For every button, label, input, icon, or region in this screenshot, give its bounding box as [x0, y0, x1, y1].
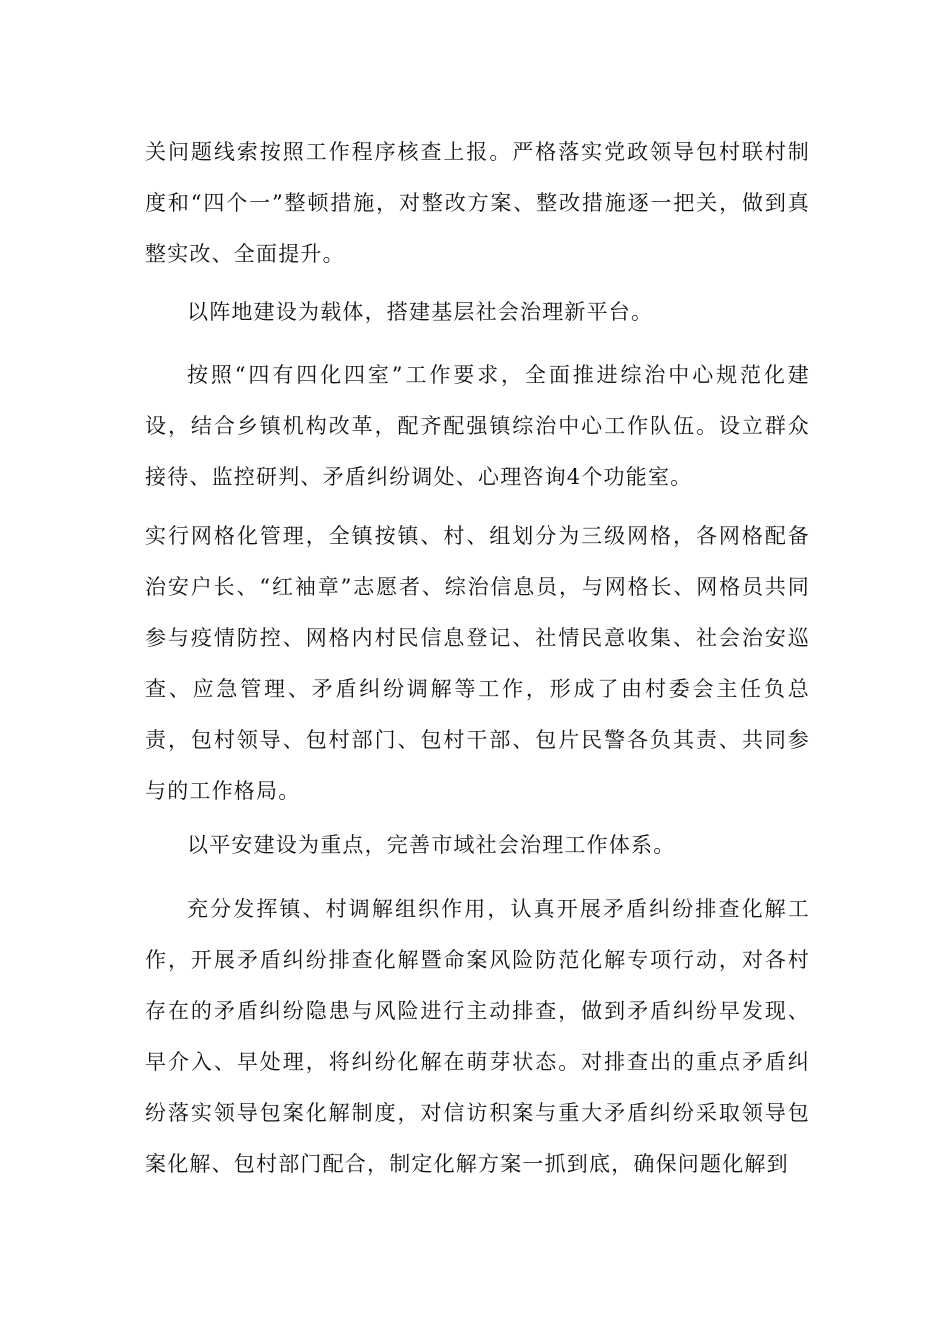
paragraph-block-1	[145, 127, 810, 280]
paragraph-continuation: 关问题线索按照工作程序核查上报。严格落实党政领导包村联村制度和“四个一”整顿措施，对整改方案、整改措施逐一把关，做到真整实改、全面提升。	[145, 140, 810, 266]
paragraph-block-6	[145, 884, 810, 1190]
paragraph-block-3	[145, 350, 810, 503]
paragraph-grid-management: 实行网格化管理，全镇按镇、村、组划分为三级网格，各网格配备治安户长、“红袖章”志愿者、综治信息员，与网格长、网格员共同参与疫情防控、网格内村民信息登记、社情民意收集、社会治安巡查、应急管理、矛盾纠纷调解等工作，形成了由村委会主任负总责，包村领导、包村部门、包村干部、包片民警各负其责、共同参与的工作格局。	[145, 524, 810, 803]
section-heading-position: 以阵地建设为载体，搭建基层社会治理新平台。	[187, 300, 654, 324]
paragraph-comprehensive-center: 按照“四有四化四室”工作要求，全面推进综治中心规范化建设，结合乡镇机构改革，配齐配强镇综治中心工作队伍。设立群众接待、监控研判、矛盾纠纷调处、心理咨询4个功能室。	[145, 363, 810, 489]
section-heading-safety: 以平安建设为重点，完善市域社会治理工作体系。	[187, 833, 676, 857]
paragraph-block-4	[145, 511, 810, 817]
paragraph-block-2	[145, 287, 810, 338]
paragraph-block-5	[145, 820, 810, 871]
paragraph-mediation: 充分发挥镇、村调解组织作用，认真开展矛盾纠纷排查化解工作，开展矛盾纠纷排查化解暨命案风险防范化解专项行动，对各村存在的矛盾纠纷隐患与风险进行主动排查，做到矛盾纠纷早发现、早介入、早处理，将纠纷化解在萌芽状态。对排查出的重点矛盾纠纷落实领导包案化解制度，对信访积案与重大矛盾纠纷采取领导包案化解、包村部门配合，制定化解方案一抓到底，确保问题化解到	[145, 897, 810, 1176]
